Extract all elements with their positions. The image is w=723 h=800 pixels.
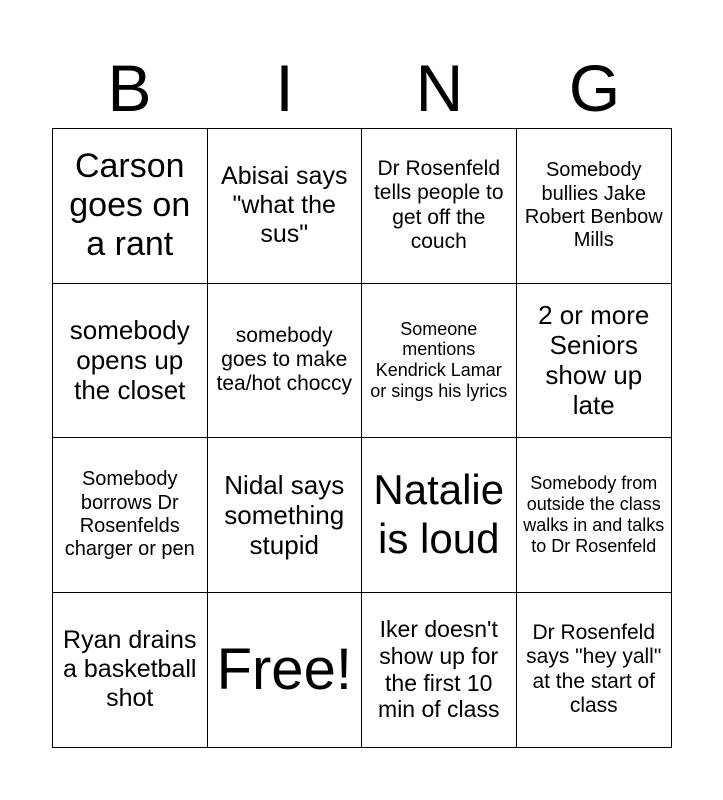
bingo-header — [52, 48, 672, 128]
cell-text: Somebody borrows Dr Rosenfelds charger or pen — [64, 468, 195, 560]
bingo-cell[interactable] — [53, 129, 208, 284]
bingo-cell[interactable] — [208, 129, 363, 284]
header-letter-n: N — [415, 51, 464, 125]
bingo-cell[interactable] — [53, 284, 208, 439]
cell-text: Carson goes on a rant — [69, 146, 191, 264]
cell-text: Dr Rosenfeld says "hey yall" at the start of class — [526, 621, 662, 718]
cell-text: Someone mentions Kendrick Lamar or sings his lyrics — [370, 318, 508, 402]
header-letter-g: G — [568, 51, 621, 125]
bingo-cell[interactable] — [53, 593, 208, 748]
bingo-cell[interactable] — [517, 284, 672, 439]
bingo-cell[interactable] — [53, 438, 208, 593]
cell-text: 2 or more Seniors show up late — [538, 299, 650, 421]
free-space-cell[interactable] — [208, 593, 363, 748]
bingo-cell[interactable] — [208, 284, 363, 439]
cell-text: Somebody from outside the class walks in and talks to Dr Rosenfeld — [523, 473, 665, 556]
cell-text: somebody opens up the closet — [69, 315, 190, 406]
free-space-text: Free! — [216, 637, 352, 703]
header-letter-b: B — [107, 51, 152, 125]
cell-text: somebody goes to make tea/hot choccy — [216, 323, 352, 396]
bingo-cell[interactable] — [362, 438, 517, 593]
bingo-cell[interactable] — [517, 438, 672, 593]
cell-text: Nidal says something stupid — [224, 469, 345, 560]
cell-text: Dr Rosenfeld tells people to get off the couch — [373, 157, 504, 254]
bingo-cell[interactable] — [208, 438, 363, 593]
bingo-board — [52, 128, 672, 748]
cell-text: Iker doesn't show up for the first 10 min of class — [378, 616, 500, 723]
header-letter-i: I — [275, 51, 294, 125]
cell-text: Ryan drains a basketball shot — [63, 626, 197, 713]
bingo-cell[interactable] — [517, 129, 672, 284]
bingo-cell[interactable] — [362, 593, 517, 748]
cell-text: Somebody bullies Jake Robert Benbow Mills — [524, 159, 663, 251]
cell-text: Abisai says "what the sus" — [221, 162, 348, 249]
bingo-cell[interactable] — [362, 129, 517, 284]
bingo-cell[interactable] — [362, 284, 517, 439]
cell-text: Natalie is loud — [373, 466, 505, 562]
bingo-cell[interactable] — [517, 593, 672, 748]
